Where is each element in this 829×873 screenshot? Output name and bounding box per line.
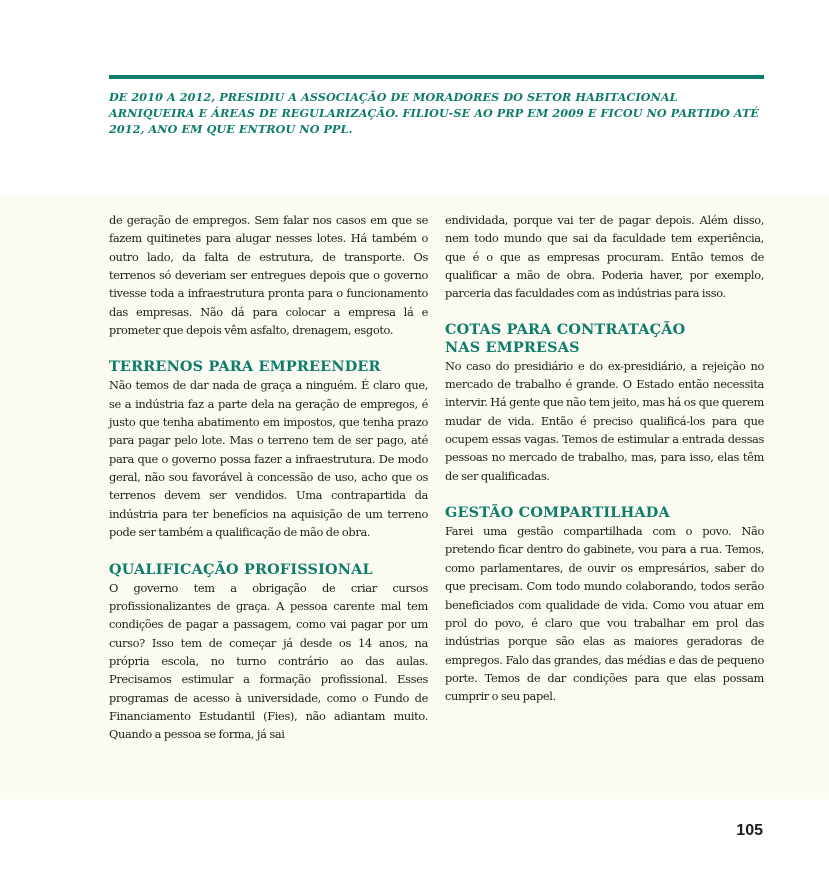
heading-terrenos-para-empreender: TERRENOS PARA EMPREENDER [109, 358, 381, 376]
left-intro-paragraph: de geração de empregos. Sem falar nos casos em que se fazem quitinetes para alugar nesses lotes. Há também o outro lado, da falta de estrutura, de transporte. Os terrenos só deveriam ser entregues depois que o governo tivesse toda a infraestrutura pronta para o funcionamento das empresas. Não dá para colocar a empresa lá e prometer que depois vêm asfalto, drenagem, esgoto. [109, 213, 428, 338]
heading-cotas-para-contratacao [445, 321, 764, 357]
paragraph-cotas-para-contratacao: No caso do presidiário e do ex-presidiário, a rejeição no mercado de trabalho é grande. O Estado então necessita intervir. Há gente que não tem jeito, mas há os que querem mudar de vida. Então é preciso qualificá-los para que ocupem essas vagas. Temos de estimular a entrada dessas pessoas no mercado de trabalho, mas, para isso, elas têm de ser qualificadas. [445, 358, 764, 483]
right-column [445, 211, 764, 706]
paragraph-terrenos-para-empreender: Não temos de dar nada de graça a ninguém. É claro que, se a indústria faz a parte dela na geração de empregos, é justo que tenha abatimento em impostos, que tenha prazo para pagar pelo lote. Mas o terreno tem de ser pago, até para que o governo possa fazer a infraestrutura. De modo geral, não sou favorável à concessão de uso, acho que os terrenos devem ser vendidos. Uma contrapartida da indústria para ter benefícios na aquisição de um terreno pode ser também a qualificação de mão de obra. [109, 378, 428, 540]
paragraph-gestao-compartilhada: Farei uma gestão compartilhada com o povo. Não pretendo ficar dentro do gabinete, vou para a rua. Temos, como parlamentares, de ouvir os empresários, saber do que precisam. Com todo mundo colaborando, todos serão beneficiados com qualidade de vida. Como vou atuar em prol do povo, é claro que vou trabalhar em prol das indústrias porque são elas as maiores geradoras de empregos. Falo das grandes, das médias e das de pequeno porte. Temos de dar condições para que elas possam cumprir o seu papel. [445, 524, 764, 704]
bio-summary: DE 2010 A 2012, PRESIDIU A ASSOCIAÇÃO DE MORADORES DO SETOR HABITACIONAL ARNIQUEIRA E ÁREAS DE REGULARIZAÇÃO. FILIOU-SE AO PRP EM 2009 E FICOU NO PARTIDO ATÉ 2012, ANO EM QUE ENTROU NO PPL. [109, 90, 760, 136]
heading-qualificacao-profissional: QUALIFICAÇÃO PROFISSIONAL [109, 560, 373, 578]
heading-cotas-line-2: NAS EMPRESAS [445, 338, 580, 356]
heading-cotas-line-1: COTAS PARA CONTRATAÇÃO [445, 320, 686, 338]
top-divider-rule [109, 75, 764, 79]
paragraph-qualificacao-profissional: O governo tem a obrigação de criar cursos profissionalizantes de graça. A pessoa carente mal tem condições de pagar a passagem, como vai pagar por um curso? Isso tem de começar já desde os 14 anos, na própria escola, no turno contrário ao das aulas. Precisamos estimular a formação profissional. Esses programas de acesso à universidade, como o Fundo de Financiamento Estudantil (Fies), não adiantam muito. Quando a pessoa se forma, já sai [109, 580, 428, 742]
right-intro-paragraph: endividada, porque vai ter de pagar depois. Além disso, nem todo mundo que sai da faculdade tem experiência, que é o que as empresas procuram. Então temos de qualificar a mão de obra. Poderia haver, por exemplo, parceria das faculdades com as indústrias para isso. [445, 213, 764, 301]
page-number: 105 [736, 822, 763, 839]
heading-gestao-compartilhada: GESTÃO COMPARTILHADA [445, 504, 670, 522]
left-column [109, 211, 428, 744]
